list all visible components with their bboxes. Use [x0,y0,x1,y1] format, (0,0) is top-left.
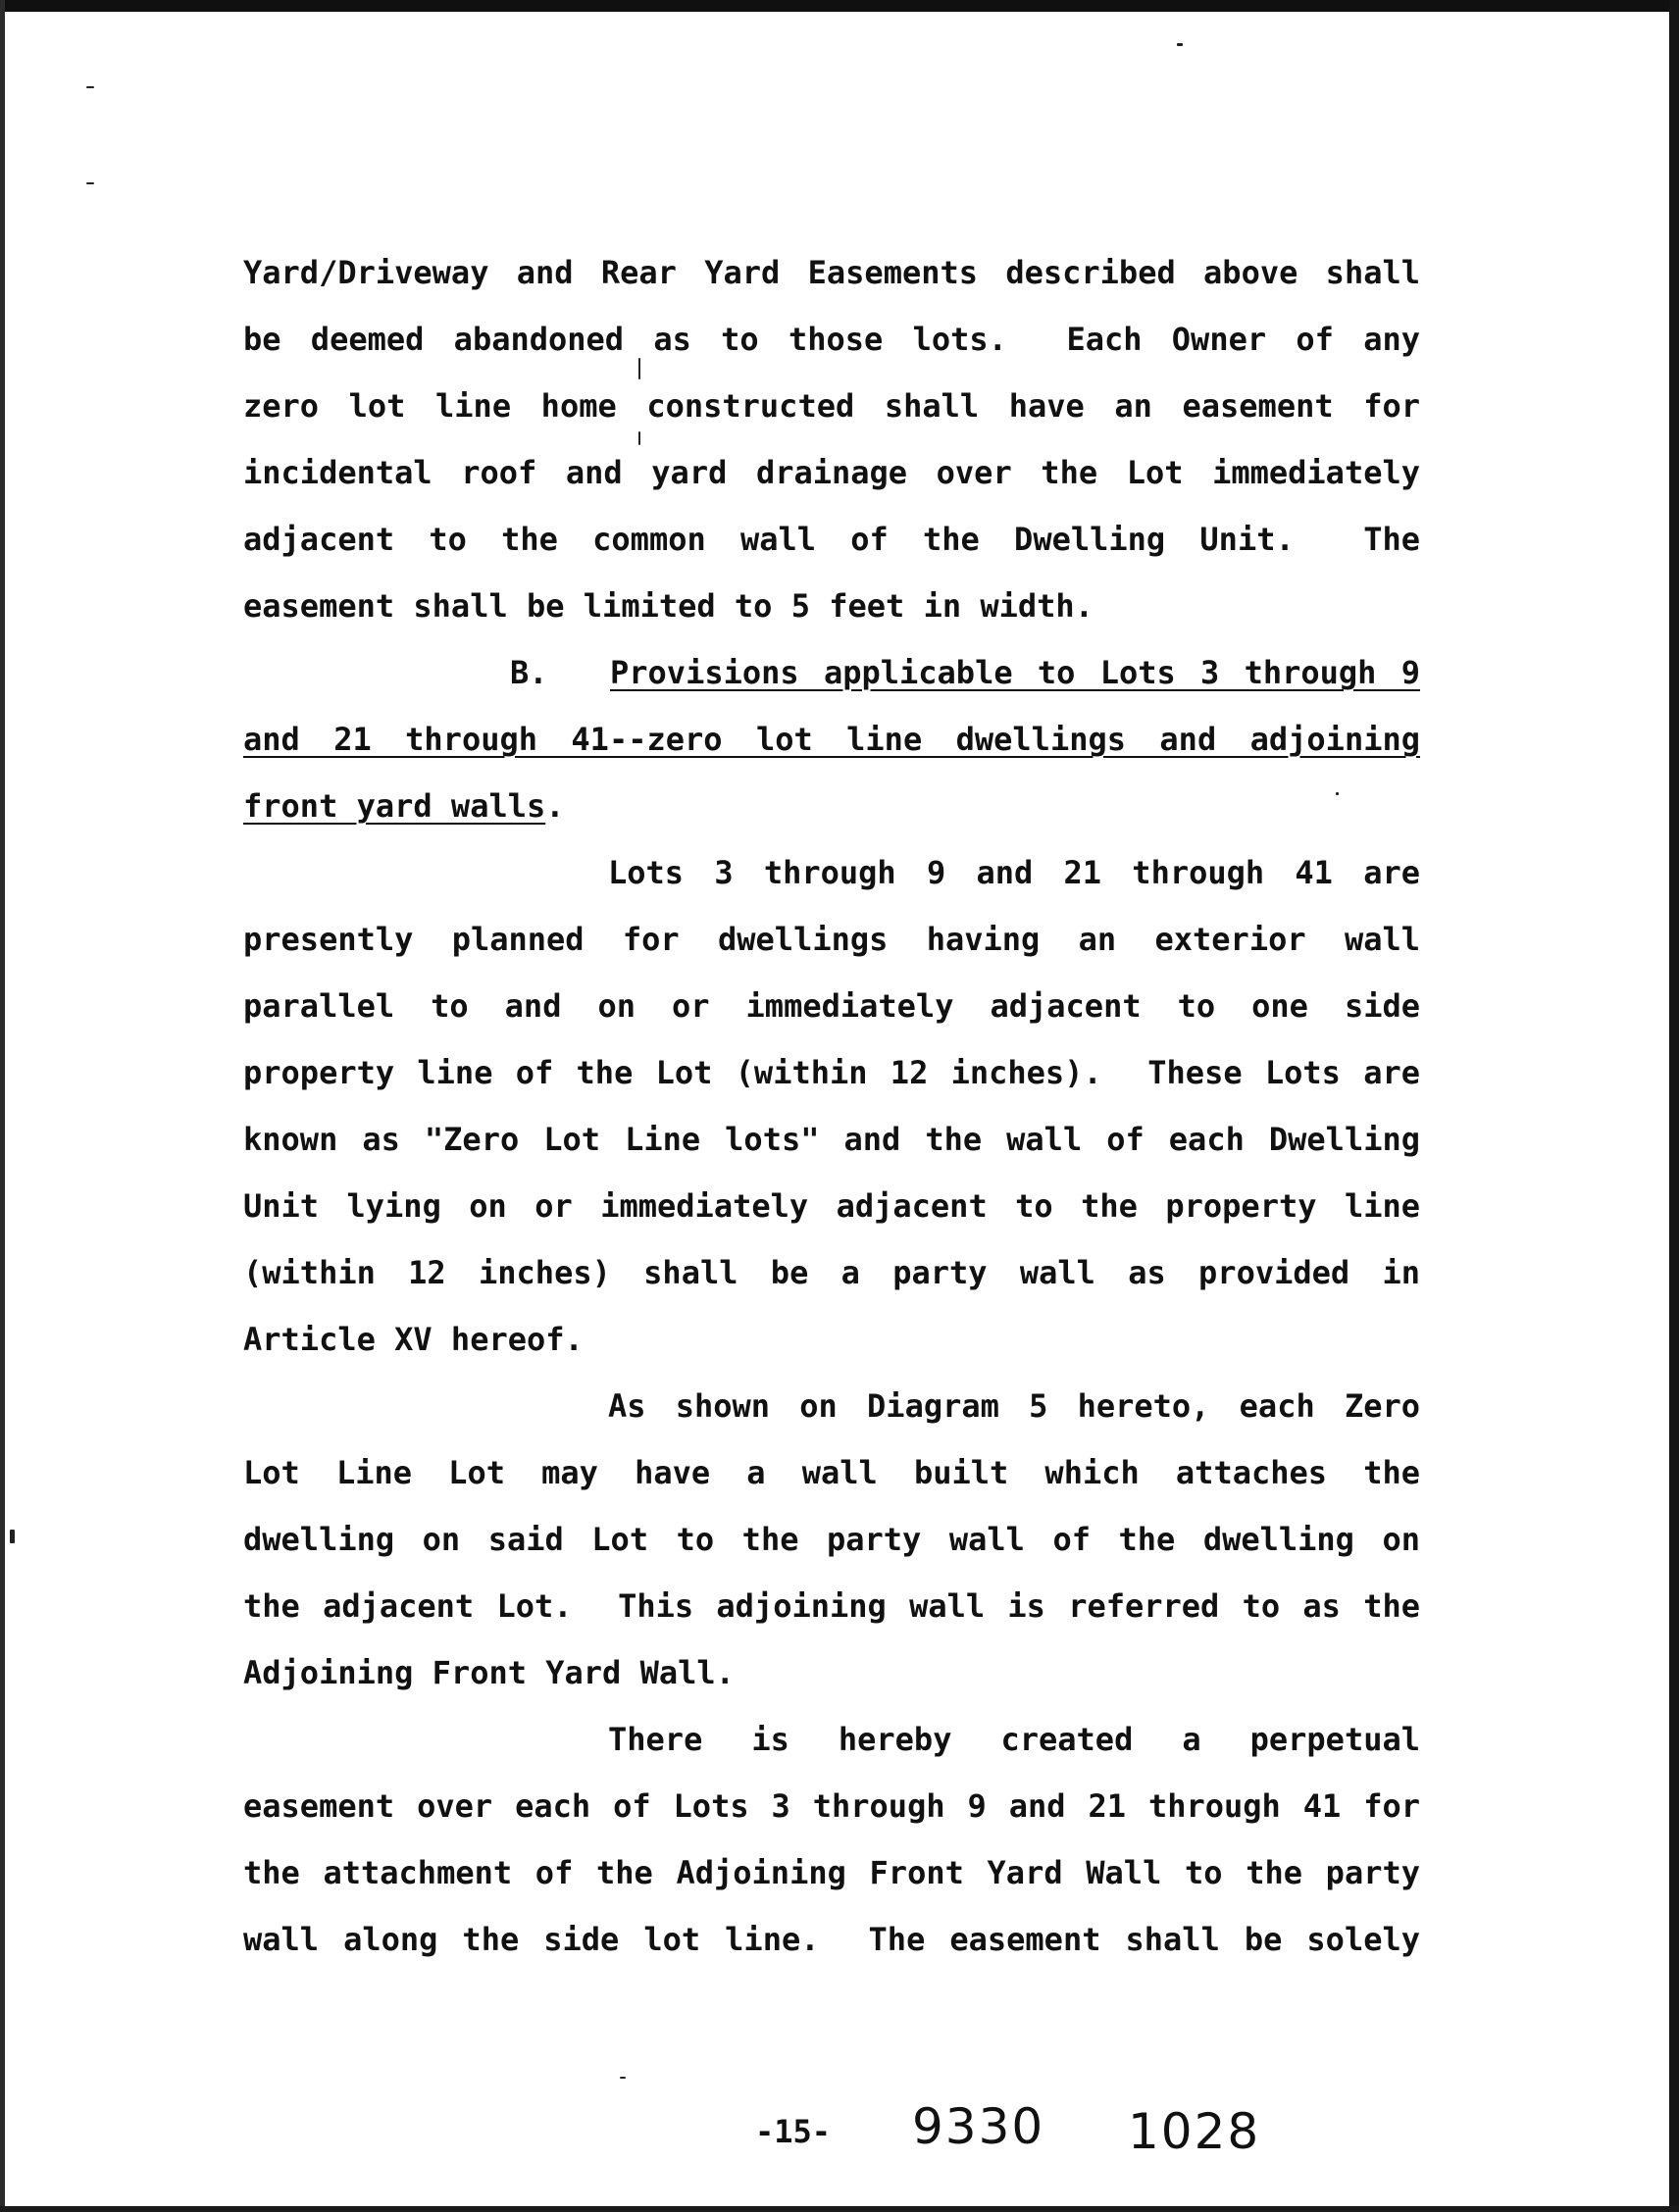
scan-bottom-border [0,2206,1679,2212]
scan-top-border [0,0,1679,12]
section-heading-line [243,787,1420,825]
section-heading-line: Provisions applicable to Lots 3 through 9 [610,654,1420,691]
scan-speck [86,182,94,184]
scan-speck [1177,43,1183,46]
body-line: easement shall be limited to 5 feet in width. [243,587,1094,625]
body-line: There is hereby created a perpetual [608,1721,1420,1758]
body-line: presently planned for dwellings having an exterior wall [243,921,1420,958]
body-line: the attachment of the Adjoining Front Yard Wall to the party [243,1854,1420,1891]
body-line: easement over each of Lots 3 through 9 and 21 through 41 for [243,1787,1420,1825]
body-line: dwelling on said Lot to the party wall of the dwelling on [243,1521,1420,1558]
body-line: known as "Zero Lot Line lots" and the wall of each Dwelling [243,1121,1420,1158]
body-line: Yard/Driveway and Rear Yard Easements described above shall [243,254,1420,291]
scan-right-border [1669,0,1679,2212]
body-line: Lot Line Lot may have a wall built which attaches the [243,1454,1420,1491]
scan-left-border [0,0,5,2212]
body-line: parallel to and on or immediately adjacent to one side [243,987,1420,1025]
book-stamp: 9330 [912,2098,1045,2155]
body-line: the adjacent Lot. This adjoining wall is referred to as the [243,1587,1420,1625]
body-line: Lots 3 through 9 and 21 through 41 are [608,854,1420,891]
body-line: wall along the side lot line. The easement shall be solely [243,1921,1420,1958]
section-heading-line: and 21 through 41--zero lot line dwellings and adjoining [243,721,1420,758]
body-line: zero lot line home constructed shall have an easement for [243,387,1420,425]
body-line: Unit lying on or immediately adjacent to the property line [243,1187,1420,1225]
scan-speck [638,358,640,379]
section-letter: B. [510,654,548,691]
scan-speck [620,2077,626,2079]
body-line: be deemed abandoned as to those lots. Each Owner of any [243,321,1420,358]
page-number: -15- [755,2113,832,2150]
body-line: incidental roof and yard drainage over the Lot immediately [243,454,1420,491]
scan-speck [10,1530,15,1543]
body-line: adjacent to the common wall of the Dwelling Unit. The [243,521,1420,558]
body-line: (within 12 inches) shall be a party wall as provided in [243,1254,1420,1291]
scan-speck [86,86,94,88]
section-heading-period: . [545,787,565,825]
section-heading-text: front yard walls [243,787,546,825]
page-stamp: 1028 [1128,2103,1261,2160]
body-line: Adjoining Front Yard Wall. [243,1654,735,1691]
body-line: Article XV hereof. [243,1321,584,1358]
body-line: As shown on Diagram 5 hereto, each Zero [608,1387,1420,1425]
scan-speck [638,431,640,445]
body-line: property line of the Lot (within 12 inches). These Lots are [243,1054,1420,1091]
